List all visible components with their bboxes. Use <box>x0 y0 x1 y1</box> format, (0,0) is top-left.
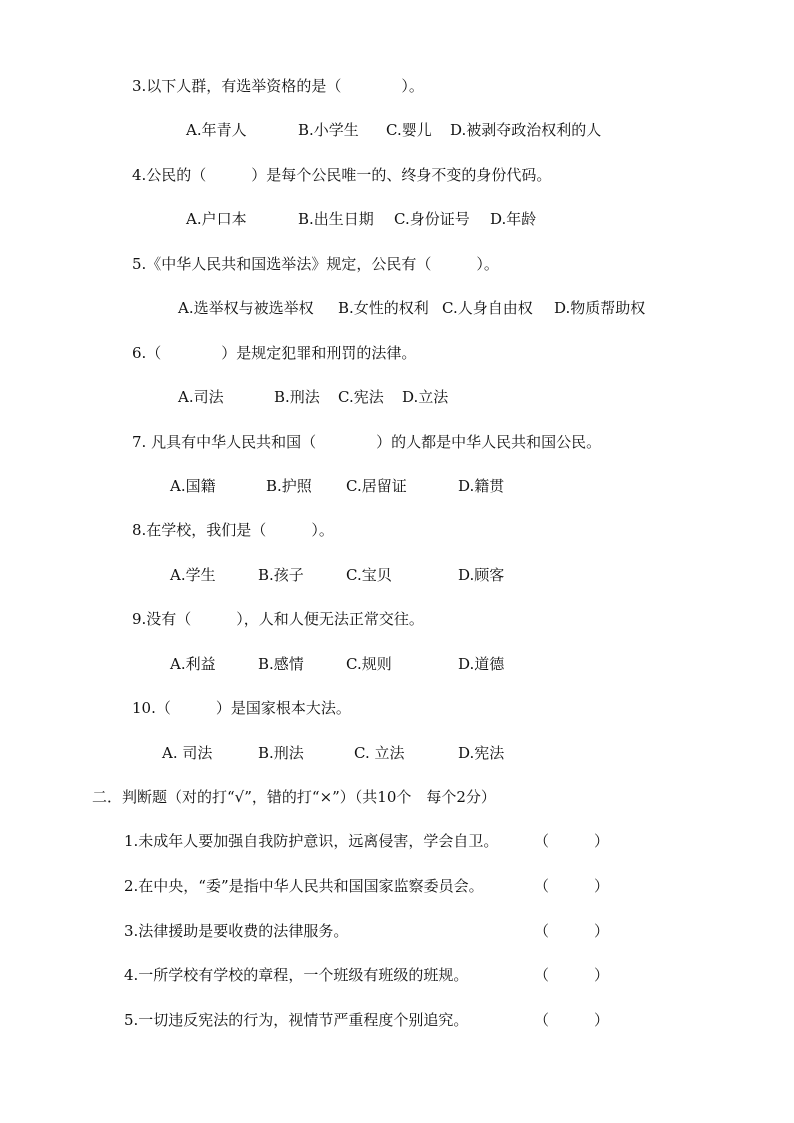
option-d: D.道德 <box>458 655 505 673</box>
option-a: A.司法 <box>178 388 224 406</box>
option-c: C.宝贝 <box>346 566 392 584</box>
question-stem: 8.在学校，我们是（ ）。 <box>132 521 334 539</box>
option-b: B.刑法 <box>258 744 304 762</box>
judgment-text: 4.一所学校有学校的章程，一个班级有班级的班规。 <box>124 966 469 984</box>
option-c: C.规则 <box>346 655 392 673</box>
option-d: D.立法 <box>402 388 449 406</box>
judgment-text: 5.一切违反宪法的行为，视情节严重程度个别追究。 <box>124 1011 469 1029</box>
option-a: A.户口本 <box>186 210 247 228</box>
answer-blank: （ ） <box>534 922 610 940</box>
option-b: B.感情 <box>258 655 304 673</box>
answer-blank: （ ） <box>534 1011 610 1029</box>
judgment-text: 2.在中央，“委”是指中华人民共和国国家监察委员会。 <box>124 877 484 895</box>
option-d: D.年龄 <box>490 210 537 228</box>
question-stem: 6.（ ）是规定犯罪和刑罚的法律。 <box>132 344 417 362</box>
option-b: B.孩子 <box>258 566 304 584</box>
option-d: D.宪法 <box>458 744 505 762</box>
option-d: D.物质帮助权 <box>554 299 646 317</box>
question-stem: 9.没有（ ），人和人便无法正常交往。 <box>132 610 424 628</box>
judgment-text: 3.法律援助是要收费的法律服务。 <box>124 922 349 940</box>
answer-blank: （ ） <box>534 832 610 850</box>
option-b: B.护照 <box>266 477 312 495</box>
answer-blank: （ ） <box>534 877 610 895</box>
option-b: B.女性的权利 <box>338 299 429 317</box>
option-c: C. 立法 <box>354 744 405 762</box>
option-d: D.顾客 <box>458 566 505 584</box>
judgment-text: 1.未成年人要加强自我防护意识，远离侵害，学会自卫。 <box>124 832 499 850</box>
question-stem: 4.公民的（ ）是每个公民唯一的、终身不变的身份代码。 <box>132 166 552 184</box>
option-a: A.国籍 <box>170 477 216 495</box>
option-a: A.利益 <box>170 655 216 673</box>
question-stem: 7. 凡具有中华人民共和国（ ）的人都是中华人民共和国公民。 <box>132 433 602 451</box>
question-stem: 3.以下人群，有选举资格的是（ ）。 <box>132 77 424 95</box>
option-a: A.年青人 <box>186 121 247 139</box>
option-a: A.学生 <box>170 566 216 584</box>
option-c: C.居留证 <box>346 477 407 495</box>
option-d: D.被剥夺政治权利的人 <box>450 121 602 139</box>
option-c: C.身份证号 <box>394 210 470 228</box>
question-stem: 10.（ ）是国家根本大法。 <box>132 699 351 717</box>
option-b: B.出生日期 <box>298 210 374 228</box>
question-stem: 5.《中华人民共和国选举法》规定，公民有（ ）。 <box>132 255 499 273</box>
answer-blank: （ ） <box>534 966 610 984</box>
option-b: B.刑法 <box>274 388 320 406</box>
option-c: C.人身自由权 <box>442 299 533 317</box>
option-a: A. 司法 <box>162 744 213 762</box>
section-heading: 二．判断题（对的打“√”，错的打“×”）（共10个 每个2分） <box>92 788 496 806</box>
option-b: B.小学生 <box>298 121 359 139</box>
option-c: C.宪法 <box>338 388 384 406</box>
option-d: D.籍贯 <box>458 477 505 495</box>
option-a: A.选举权与被选举权 <box>178 299 314 317</box>
option-c: C.婴儿 <box>386 121 432 139</box>
